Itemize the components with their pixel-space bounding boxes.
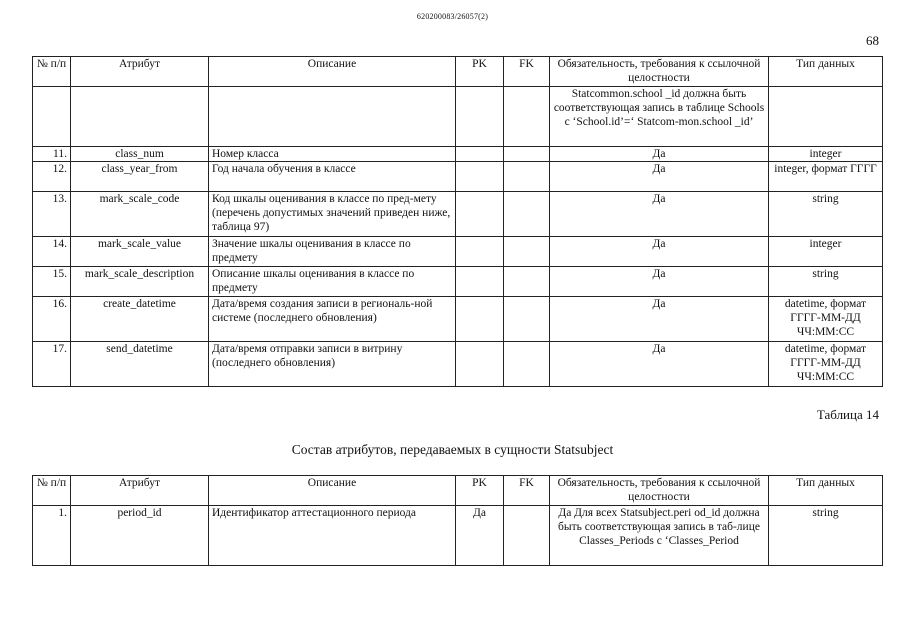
cell-description: Код шкалы оценивания в классе по пред-мету (перечень допустимых значений приведен ниже, таблица 97): [209, 192, 456, 237]
cell-num: 1.: [33, 506, 71, 566]
header-data-type: Тип данных: [769, 57, 883, 87]
cell-data-type: integer: [769, 147, 883, 162]
table-row: [33, 297, 883, 342]
cell-description: Год начала обучения в классе: [209, 162, 456, 192]
header-requirements: Обязательность, требования к ссылочной целостности: [550, 57, 769, 87]
cell-description: Дата/время создания записи в региональ-ной системе (последнего обновления): [209, 297, 456, 342]
header-pk: PK: [456, 476, 504, 506]
cell-fk: [504, 267, 550, 297]
cell-attribute: mark_scale_value: [71, 237, 209, 267]
cell-description: Идентификатор аттестационного периода: [209, 506, 456, 566]
cell-data-type: integer, формат ГГГГ: [769, 162, 883, 192]
table-header-row: [33, 57, 883, 87]
cell-requirements: Да: [550, 147, 769, 162]
table-row: [33, 342, 883, 387]
attributes-table-continued: [32, 56, 883, 387]
header-num: № п/п: [33, 57, 71, 87]
cell-description: Дата/время отправки записи в витрину (последнего обновления): [209, 342, 456, 387]
cell-fk: [504, 506, 550, 566]
cell-attribute: send_datetime: [71, 342, 209, 387]
cell-description: Значение шкалы оценивания в классе по предмету: [209, 237, 456, 267]
cell-pk: [456, 87, 504, 147]
cell-attribute: create_datetime: [71, 297, 209, 342]
cell-attribute: class_num: [71, 147, 209, 162]
cell-data-type: datetime, формат ГГГГ-ММ-ДД ЧЧ:ММ:СС: [769, 297, 883, 342]
cell-data-type: integer: [769, 237, 883, 267]
cell-attribute: period_id: [71, 506, 209, 566]
cell-fk: [504, 147, 550, 162]
cell-attribute: mark_scale_description: [71, 267, 209, 297]
cell-description: [209, 87, 456, 147]
cell-num: 12.: [33, 162, 71, 192]
cell-pk: [456, 192, 504, 237]
cell-fk: [504, 192, 550, 237]
cell-data-type: datetime, формат ГГГГ-ММ-ДД ЧЧ:ММ:СС: [769, 342, 883, 387]
cell-fk: [504, 342, 550, 387]
cell-data-type: string: [769, 267, 883, 297]
header-pk: PK: [456, 57, 504, 87]
cell-pk: Да: [456, 506, 504, 566]
header-num: № п/п: [33, 476, 71, 506]
cell-fk: [504, 237, 550, 267]
cell-requirements: Да: [550, 162, 769, 192]
cell-requirements: Statcommon.school _id должна быть соответствующая запись в таблице Schools с ‘School.id’=‘ Statcom-mon.school _id’: [550, 87, 769, 147]
cell-pk: [456, 237, 504, 267]
table-row: [33, 87, 883, 147]
cell-requirements: Да: [550, 342, 769, 387]
header-description: Описание: [209, 476, 456, 506]
cell-description: Номер класса: [209, 147, 456, 162]
header-fk: FK: [504, 57, 550, 87]
cell-pk: [456, 342, 504, 387]
table-row: [33, 237, 883, 267]
cell-pk: [456, 162, 504, 192]
cell-requirements: Да Для всех Statsubject.peri od_id должна быть соответствующая запись в таб-лице Classes_Periods с ‘Classes_Period: [550, 506, 769, 566]
header-description: Описание: [209, 57, 456, 87]
cell-fk: [504, 87, 550, 147]
cell-pk: [456, 267, 504, 297]
cell-num: 11.: [33, 147, 71, 162]
cell-num: 15.: [33, 267, 71, 297]
cell-attribute: mark_scale_code: [71, 192, 209, 237]
page-number: 68: [866, 33, 879, 48]
header-fk: FK: [504, 476, 550, 506]
table-label: Таблица 14: [816, 407, 879, 422]
document-id: 620200083/26057(2): [416, 12, 489, 21]
cell-description: Описание шкалы оценивания в классе по предмету: [209, 267, 456, 297]
cell-pk: [456, 297, 504, 342]
cell-data-type: [769, 87, 883, 147]
cell-num: 13.: [33, 192, 71, 237]
header-attribute: Атрибут: [71, 476, 209, 506]
cell-requirements: Да: [550, 237, 769, 267]
cell-data-type: string: [769, 192, 883, 237]
table-header-row: [33, 476, 883, 506]
cell-fk: [504, 162, 550, 192]
cell-fk: [504, 297, 550, 342]
statsubject-attributes-table: [32, 475, 883, 566]
cell-pk: [456, 147, 504, 162]
table-row: [33, 267, 883, 297]
cell-num: [33, 87, 71, 147]
cell-requirements: Да: [550, 192, 769, 237]
table-title: Состав атрибутов, передаваемых в сущности Statsubject: [291, 442, 614, 457]
cell-num: 17.: [33, 342, 71, 387]
cell-num: 16.: [33, 297, 71, 342]
table-row: [33, 162, 883, 192]
cell-attribute: class_year_from: [71, 162, 209, 192]
cell-attribute: [71, 87, 209, 147]
header-data-type: Тип данных: [769, 476, 883, 506]
cell-requirements: Да: [550, 267, 769, 297]
header-attribute: Атрибут: [71, 57, 209, 87]
table-row: [33, 147, 883, 162]
table-row: [33, 506, 883, 566]
header-requirements: Обязательность, требования к ссылочной целостности: [550, 476, 769, 506]
cell-data-type: string: [769, 506, 883, 566]
cell-requirements: Да: [550, 297, 769, 342]
cell-num: 14.: [33, 237, 71, 267]
table-row: [33, 192, 883, 237]
